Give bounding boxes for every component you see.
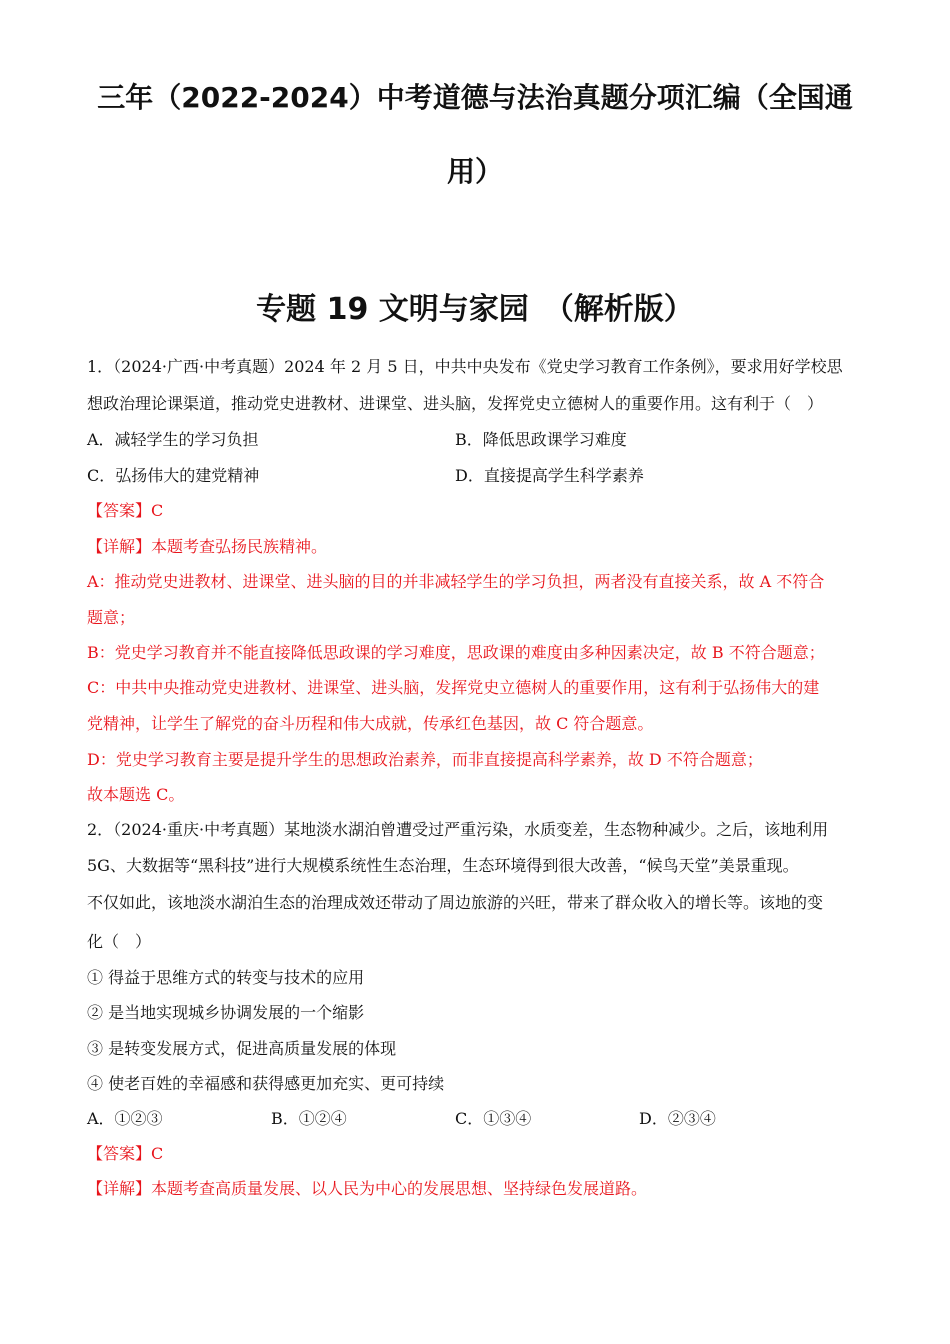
q1-analysis-c-line-1: C：中共中央推动党史进教材、进课堂、进头脑，发挥党史立德树人的重要作用，这有利于弘扬伟大的建 bbox=[87, 678, 820, 697]
q1-analysis-b: B：党史学习教育并不能直接降低思政课的学习难度，思政课的难度由多种因素决定，故 B 不符合题意； bbox=[87, 643, 825, 662]
q2-explain: 【详解】本题考查高质量发展、以人民为中心的发展思想、坚持绿色发展道路。 bbox=[87, 1179, 648, 1198]
q2-stem-line-3: 不仅如此，该地淡水湖泊生态的治理成效还带动了周边旅游的兴旺，带来了群众收入的增长等。该地的变 bbox=[87, 893, 824, 912]
q1-option-c: C．弘扬伟大的建党精神 bbox=[87, 466, 260, 485]
q2-stem-line-2: 5G、大数据等“黑科技”进行大规模系统性生态治理，生态环境得到很大改善，“候鸟天堂”美景重现。 bbox=[87, 856, 799, 875]
q2-answer: 【答案】C bbox=[87, 1144, 164, 1163]
document-title-line-1: 三年（2022-2024）中考道德与法治真题分项汇编（全国通 bbox=[97, 81, 853, 114]
q2-item-4: ④ 使老百姓的幸福感和获得感更加充实、更可持续 bbox=[87, 1074, 445, 1093]
q1-analysis-a-line-2: 题意； bbox=[87, 608, 136, 627]
q2-stem-line-4: 化（ ） bbox=[87, 932, 152, 951]
document-title-line-2: 用） bbox=[446, 155, 503, 188]
q1-analysis-a-line-1: A：推动党史进教材、进课堂、进头脑的目的并非减轻学生的学习负担，两者没有直接关系，故 A 不符合 bbox=[87, 572, 825, 591]
q1-stem-line-1: 1．（2024·广西·中考真题）2024 年 2 月 5 日，中共中央发布《党史学习教育工作条例》，要求用好学校思 bbox=[87, 357, 843, 376]
q1-analysis-c-line-2: 党精神，让学生了解党的奋斗历程和伟大成就，传承红色基因，故 C 符合题意。 bbox=[87, 714, 654, 733]
q1-option-a: A．减轻学生的学习负担 bbox=[87, 430, 259, 449]
q2-option-d: D．②③④ bbox=[639, 1109, 716, 1128]
q1-explain: 【详解】本题考查弘扬民族精神。 bbox=[87, 537, 328, 556]
q2-option-a: A．①②③ bbox=[87, 1109, 163, 1128]
q2-option-b: B．①②④ bbox=[271, 1109, 347, 1128]
q2-item-3: ③ 是转变发展方式，促进高质量发展的体现 bbox=[87, 1039, 397, 1058]
q1-conclusion: 故本题选 C。 bbox=[87, 785, 185, 804]
q1-answer: 【答案】C bbox=[87, 501, 164, 520]
q1-stem-line-2: 想政治理论课渠道，推动党史进教材、进课堂、进头脑，发挥党史立德树人的重要作用。这有利于（ ） bbox=[87, 394, 824, 413]
q1-option-d: D．直接提高学生科学素养 bbox=[455, 466, 644, 485]
q2-item-1: ① 得益于思维方式的转变与技术的应用 bbox=[87, 968, 365, 987]
section-title: 专题 19 文明与家园 （解析版） bbox=[256, 292, 694, 327]
q1-analysis-d: D：党史学习教育主要是提升学生的思想政治素养，而非直接提高科学素养，故 D 不符合题意； bbox=[87, 750, 763, 769]
q2-stem-line-1: 2．（2024·重庆·中考真题）某地淡水湖泊曾遭受过严重污染，水质变差，生态物种减少。之后，该地利用 bbox=[87, 820, 829, 839]
q2-option-c: C．①③④ bbox=[455, 1109, 532, 1128]
q1-option-b: B．降低思政课学习难度 bbox=[455, 430, 627, 449]
q2-item-2: ② 是当地实现城乡协调发展的一个缩影 bbox=[87, 1003, 365, 1022]
